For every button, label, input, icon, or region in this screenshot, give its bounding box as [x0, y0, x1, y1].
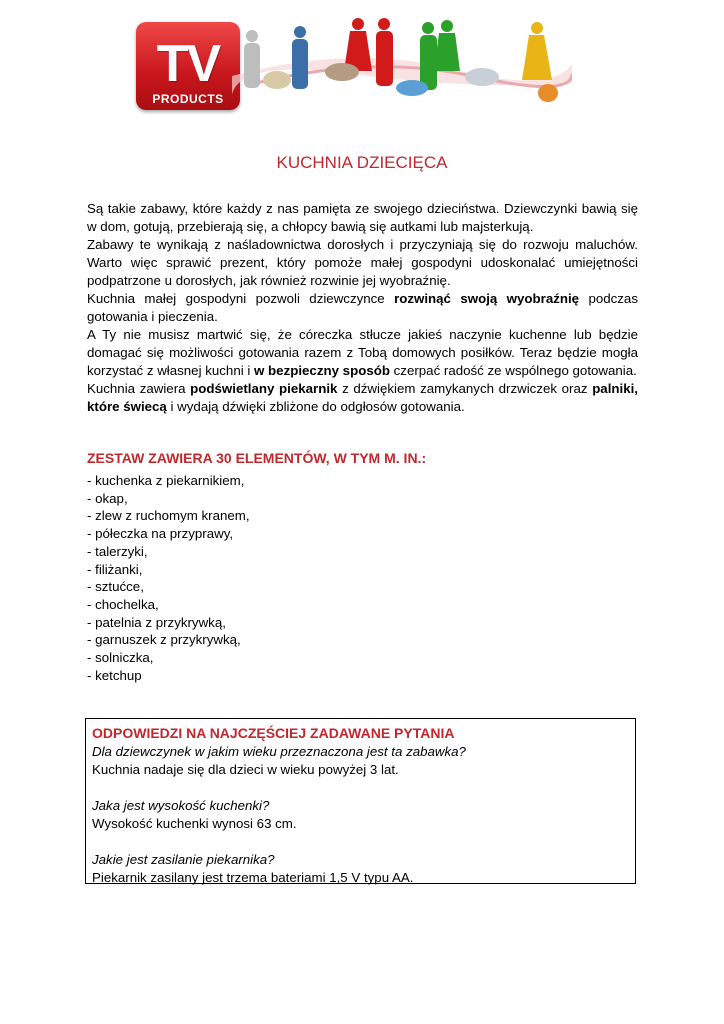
- faq-question: Jaka jest wysokość kuchenki?: [92, 798, 270, 813]
- list-item: - zlew z ruchomym kranem,: [87, 508, 250, 524]
- intro-section: [87, 200, 638, 416]
- bold-text: podświetlany piekarnik: [190, 381, 338, 396]
- list-item: - filiżanki,: [87, 561, 143, 577]
- intro-paragraph: Zabawy te wynikają z naśladownictwa dorosłych i przyczyniają się do rozwoju maluchów. Warto więc sprawić prezent, który pomoże małej gospodyni udoskonalać umiejętności podpatrzone u dorosłych, jak również rozwinie jej wyobraźnię.: [87, 237, 638, 288]
- bold-text: w bezpieczny sposób: [254, 363, 390, 378]
- logo-main-text: TV: [156, 35, 220, 93]
- faq-question: Jakie jest zasilanie piekarnika?: [92, 852, 275, 867]
- faq-question: Dla dziewczynek w jakim wieku przeznaczona jest ta zabawka?: [92, 744, 466, 759]
- kit-list: [87, 472, 250, 684]
- list-item: - garnuszek z przykrywką,: [87, 632, 241, 648]
- text-run: czerpać radość ze wspólnego gotowania.: [389, 363, 637, 378]
- spacer: [92, 779, 629, 797]
- intro-paragraph: Są takie zabawy, które każdy z nas pamięta ze swojego dzieciństwa. Dziewczynki bawią się w dom, gotują, przebierają się, a chłopcy bawią się autkami lub majsterkują.: [87, 201, 638, 234]
- text-run: A Ty nie musisz martwić się, że córeczka stłucze jakieś naczynie kuchenne lub będzie domagać się możliwości gotowania razem z Tobą domowych posiłków. Teraz będzie mogła korzystać z własnej kuchni i: [87, 327, 638, 378]
- bold-text: palniki, które świecą: [87, 381, 638, 414]
- kit-heading: ZESTAW ZAWIERA 30 ELEMENTÓW, W TYM M. IN.:: [87, 450, 427, 466]
- intro-paragraph: [87, 290, 638, 326]
- text-run: Kuchnia zawiera: [87, 381, 191, 396]
- list-item: - okap,: [87, 490, 128, 506]
- list-item: - chochelka,: [87, 596, 159, 612]
- list-item: - sztućce,: [87, 579, 144, 595]
- faq-answer: Piekarnik zasilany jest trzema bateriami 1,5 V typu AA.: [92, 870, 414, 885]
- text-run: i wydają dźwięki zbliżone do odgłosów gotowania.: [166, 399, 465, 414]
- header-banner: [136, 14, 572, 110]
- intro-paragraph: [87, 326, 638, 380]
- faq-heading: ODPOWIEDZI NA NAJCZĘŚCIEJ ZADAWANE PYTANIA: [92, 725, 455, 741]
- people-products-illustration: [232, 14, 572, 110]
- faq-box: [85, 718, 636, 884]
- text-run: Kuchnia małej gospodyni pozwoli dziewczynce: [87, 291, 395, 306]
- logo-sub-text: PRODUCTS: [152, 92, 224, 106]
- list-item: - talerzyki,: [87, 543, 148, 559]
- tv-products-logo: [136, 22, 240, 110]
- text-run: podczas gotowania i pieczenia.: [87, 291, 638, 324]
- intro-paragraph: [87, 380, 638, 416]
- spacer: [92, 833, 629, 851]
- text-run: z dźwiękiem zamykanych drzwiczek oraz: [337, 381, 593, 396]
- list-item: - ketchup: [87, 667, 142, 683]
- list-item: - solniczka,: [87, 650, 154, 666]
- list-item: - półeczka na przyprawy,: [87, 526, 234, 542]
- page-title: KUCHNIA DZIECIĘCA: [276, 153, 448, 172]
- list-item: - patelnia z przykrywką,: [87, 614, 226, 630]
- list-item: - kuchenka z piekarnikiem,: [87, 473, 245, 488]
- bold-text: rozwinąć swoją wyobraźnię: [394, 291, 580, 306]
- faq-answer: Kuchnia nadaje się dla dzieci w wieku powyżej 3 lat.: [92, 762, 399, 777]
- faq-answer: Wysokość kuchenki wynosi 63 cm.: [92, 816, 297, 831]
